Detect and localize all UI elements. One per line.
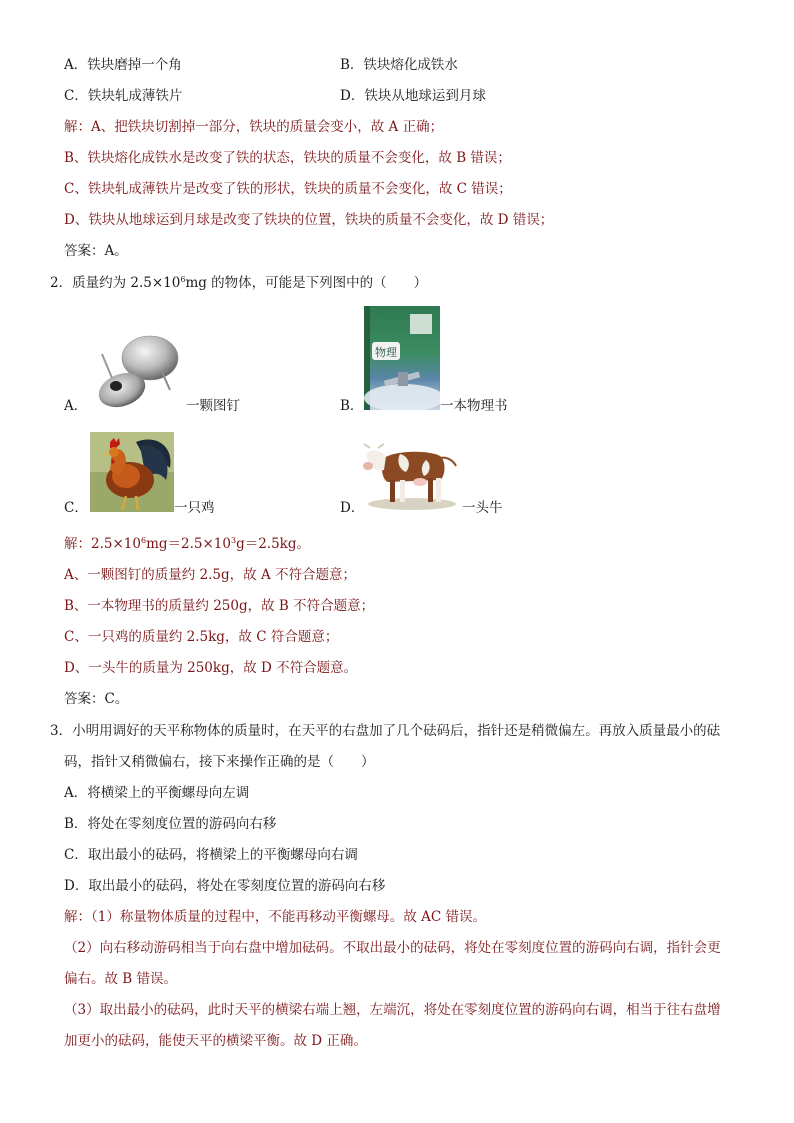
book-cover-title: 物理 xyxy=(375,346,397,359)
chicken-image xyxy=(90,432,174,512)
q3-option-a: A．将横梁上的平衡螺母向左调 xyxy=(64,785,250,801)
q2-answer: 答案：C。 xyxy=(64,691,129,707)
q3-solution-line: （3）取出最小的砝码，此时天平的横梁右端上翘，左端沉，将处在零刻度位置的游码向右调，相当于往右盘增 xyxy=(64,1002,721,1018)
q3-stem-line: 码，指针又稍微偏右，接下来操作正确的是（ ） xyxy=(64,754,375,770)
q2-solution-head: 解：$2.5\times 10^6mg=2.5\times 10^3g=2.5kg$。 xyxy=(64,536,310,552)
q1-solution-line: D、铁块从地球运到月球是改变了铁块的位置，铁块的质量不会变化，故 D 错误； xyxy=(64,212,554,228)
pushpin-image xyxy=(92,328,184,410)
q2-option-b-text: 一本物理书 xyxy=(440,398,508,414)
q1-answer: 答案：A。 xyxy=(64,243,128,259)
q2-solution-line: C、一只鸡的质量约 2.5kg，故 C 符合题意； xyxy=(64,629,339,645)
q2-option-b-letter: B． xyxy=(340,398,364,414)
q2-option-a-text: 一颗图钉 xyxy=(186,398,240,414)
q2-option-c-text: 一只鸡 xyxy=(174,500,215,516)
q1-solution-line: C、铁块轧成薄铁片是改变了铁的形状，铁块的质量不会变化，故 C 错误； xyxy=(64,181,512,197)
q3-solution-line: （2）向右移动游码相当于向右盘中增加砝码。不取出最小的砝码，将处在零刻度位置的游码向右调，指针会更 xyxy=(64,940,721,956)
q2-option-c-letter: C． xyxy=(64,500,88,516)
q3-option-d: D．取出最小的砝码，将处在零刻度位置的游码向右移 xyxy=(64,878,386,894)
q3-solution-line: 解：（1）称量物体质量的过程中，不能再移动平衡螺母。故 AC 错误。 xyxy=(64,909,486,925)
q2-solution-line: D、一头牛的质量为 250kg，故 D 不符合题意。 xyxy=(64,660,358,676)
q2-solution-line: A、一颗图钉的质量约 2.5g，故 A 不符合题意； xyxy=(64,567,356,583)
q3-option-c: C．取出最小的砝码，将横梁上的平衡螺母向右调 xyxy=(64,847,358,863)
q3-solution-line: 偏右。故 B 错误。 xyxy=(64,971,178,987)
q2-stem: 2．质量约为 $2.5\times 10^6mg$ 的物体，可能是下列图中的（ ） xyxy=(50,275,428,291)
q2-option-d-letter: D． xyxy=(340,500,365,516)
cow-image xyxy=(360,436,460,512)
q1-option-c: C．铁块轧成薄铁片 xyxy=(64,88,183,104)
q1-option-d: D．铁块从地球运到月球 xyxy=(340,88,486,104)
q2-solution-line: B、一本物理书的质量约 250g，故 B 不符合题意； xyxy=(64,598,375,614)
q1-solution-line: 解：A、把铁块切割掉一部分，铁块的质量会变小，故 A 正确； xyxy=(64,119,444,135)
q1-solution-line: B、铁块熔化成铁水是改变了铁的状态，铁块的质量不会变化，故 B 错误； xyxy=(64,150,511,166)
q3-stem-line: 3．小明用调好的天平称物体的质量时，在天平的右盘加了几个砝码后，指针还是稍微偏左。再放入质量最小的砝 xyxy=(50,723,721,739)
q2-option-a-letter: A． xyxy=(64,398,88,414)
q1-option-a: A．铁块磨掉一个角 xyxy=(64,57,182,73)
q3-solution-line: 加更小的砝码，能使天平的横梁平衡。故 D 正确。 xyxy=(64,1033,367,1049)
q3-option-b: B．将处在零刻度位置的游码向右移 xyxy=(64,816,277,832)
physics-book-image xyxy=(364,306,440,410)
q1-option-b: B．铁块熔化成铁水 xyxy=(340,57,458,73)
q2-option-d-text: 一头牛 xyxy=(462,500,503,516)
